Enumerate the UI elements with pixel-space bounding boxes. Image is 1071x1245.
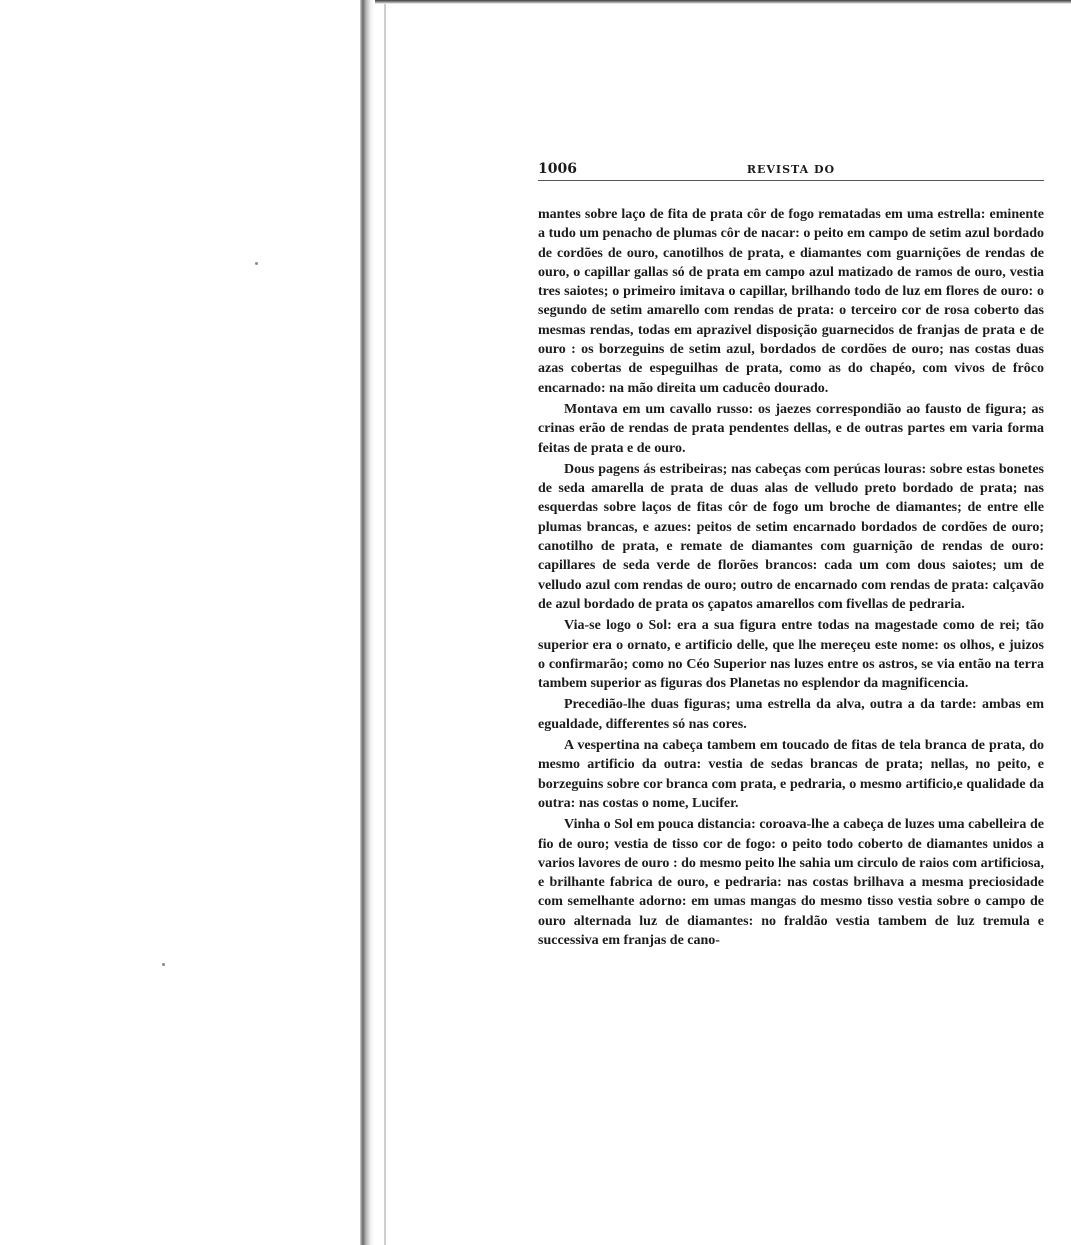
page-top-edge — [375, 0, 1071, 4]
paragraph: A vespertina na cabeça tambem em toucado de fitas de tela branca de prata, do mesmo artificio da outra: vestia de sedas brancas de prata; nellas, no peito, e borzeguins sobre cor branca com prata, e pedraria, o mesmo artificio,e qualidade da outra: nas costas o nome, Lucifer. — [538, 738, 1044, 811]
paragraph: mantes sobre laço de fita de prata côr de fogo rematadas em uma estrella: eminente a tudo um penacho de plumas côr de nacar: o peito em campo de setim azul bordado de cordões de ouro, canotilhos de prata, e diamantes com guarnições de rendas de ouro, o capillar gallas só de prata em campo azul matizado de ramos de ouro, vestia tres saiotes; o primeiro imitava o capillar, brilhando todo de luz em flores de ouro: o segundo de setim amarello com rendas de prata: o terceiro cor de rosa coberto das mesmas rendas, todas em aprazivel disposição guarnecidos de franjas de prata e de ouro : os borzeguins de setim azul, bordados de cordões de ouro; nas costas duas azas cobertas de espeguilhas de prata, como as do chapéo, com vivos de frôco encarnado: na mão direita um caducêo dourado. — [538, 207, 1044, 396]
left-page-blank — [0, 0, 365, 1245]
body-text — [538, 205, 1044, 952]
paragraph: Precedião-lhe duas figuras; uma estrella da alva, outra a da tarde: ambas em egualdade, differentes só nas cores. — [538, 697, 1044, 732]
paragraph: Montava em um cavallo russo: os jaezes correspondião ao fausto de figura; as crinas erão de rendas de prata pendentes dellas, e de outras partes em varia forma feitas de prata e de ouro. — [538, 401, 1044, 456]
running-head: REVISTA DO — [746, 163, 836, 176]
paper-speck — [162, 963, 165, 966]
paper-speck — [255, 262, 258, 265]
paragraph: Vinha o Sol em pouca distancia: coroava-lhe a cabeça de luzes uma cabelleira de fio de ouro; vestia de tisso cor de fogo: o peito todo coberto de diamantes unidos a varios lavores de ouro : do mesmo peito lhe sahia um circulo de raios com artificiosa, e brilhante fabrica de ouro, e pedraria: nas costas brilhava a mesma preciosidade com semelhante adorno: em umas mangas do mesmo tisso vestia sobre o campo de ouro alternada luz de diamantes: no fraldão vestia tambem de luz tremula e successiva em franjas de cano- — [538, 817, 1044, 948]
page-number: 1006 — [538, 161, 577, 177]
paragraph: Dous pagens ás estribeiras; nas cabeças com perúcas louras: sobre estas bonetes de seda amarella de prata de duas alas de velludo preto bordado de prata; nas esquerdas sobre laços de fitas côr de fogo um broche de diamantes; de entre elle plumas brancas, e azues: peitos de setim encarnado bordados de cordões de ouro; canotilho de prata, e remate de diamantes com guarnição de rendas de ouro: capillares de seda verde de florões brancos: cada um com dous saiotes; um de velludo azul com rendas de ouro; outro de encarnado com rendas de prata: calçavão de azul bordado de prata os çapatos amarellos com fivellas de pedraria. — [538, 461, 1044, 612]
paragraph: Via-se logo o Sol: era a sua figura entre todas na magestade como de rei; tão superior era o ornato, e artificio delle, que lhe mereçeu este nome: os olhos, e juizos o confirmarão; como no Céo Superior nas luzes entre os astros, se via então na terra tambem superior as figuras dos Planetas no esplendor da magnificencia. — [538, 618, 1044, 692]
gutter-line — [384, 0, 386, 1245]
page-header — [538, 158, 1044, 181]
book-spine — [360, 0, 374, 1245]
